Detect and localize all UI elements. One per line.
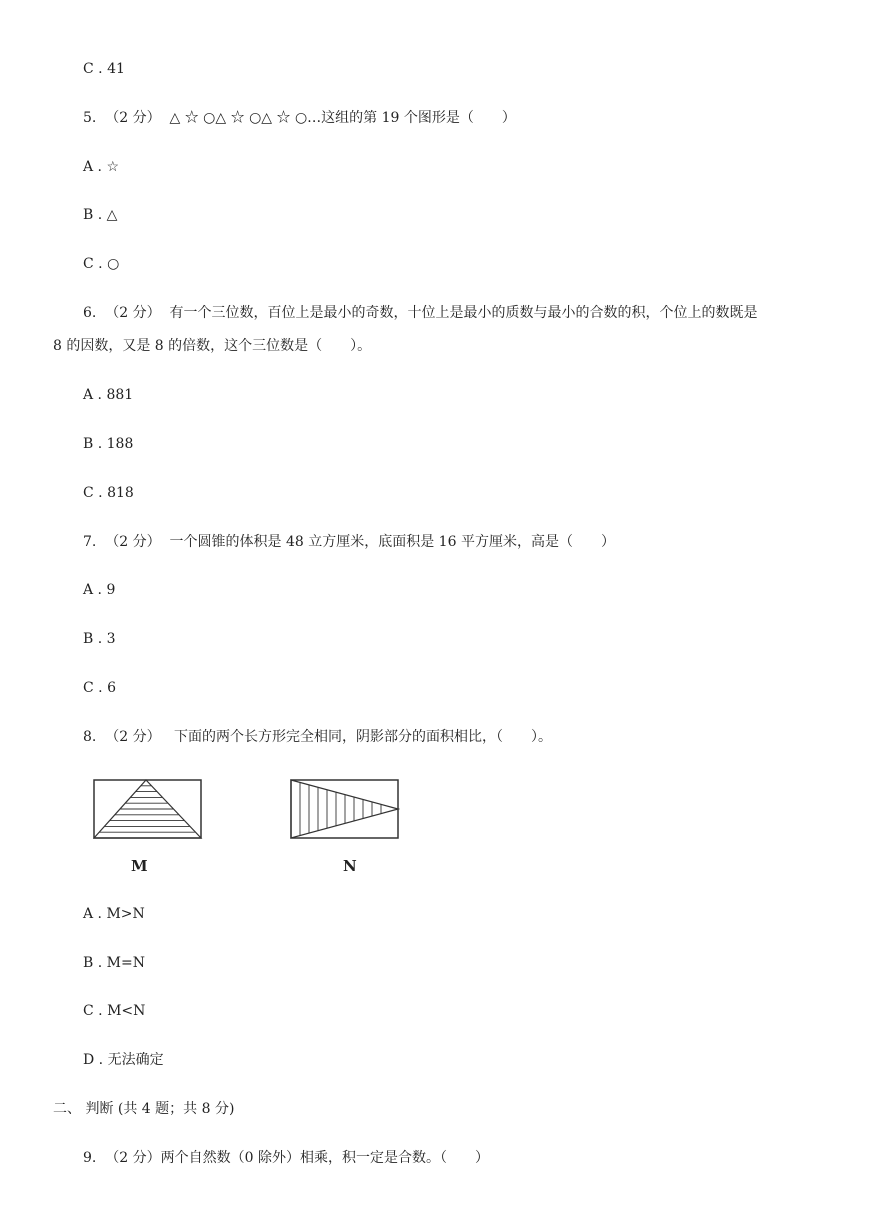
figure-m-rectangle (93, 779, 203, 840)
question-8: 8. （2 分） 下面的两个长方形完全相同，阴影部分的面积相比，（ ）。 (83, 729, 552, 745)
option-a-q6: A . 881 (83, 387, 134, 403)
option-b-q8: B . M=N (83, 955, 145, 971)
figure-n-label: N (343, 857, 357, 875)
option-a-q8: A . M>N (83, 906, 145, 922)
figure-m-label: M (131, 857, 148, 875)
option-c-q6: C . 818 (83, 485, 134, 501)
option-d-q8: D . 无法确定 (83, 1052, 164, 1068)
option-b-q5: B . △ (83, 207, 118, 223)
option-b-q6: B . 188 (83, 436, 134, 452)
option-c-q8: C . M<N (83, 1003, 146, 1019)
question-6-line2: 8 的因数，又是 8 的倍数，这个三位数是（ ）。 (53, 338, 372, 354)
question-9: 9. （2 分）两个自然数（0 除外）相乘，积一定是合数。（ ） (83, 1150, 489, 1166)
figure-n-rectangle (290, 779, 400, 840)
question-7: 7. （2 分） 一个圆锥的体积是 48 立方厘米，底面积是 16 平方厘米，高是（ ） (83, 534, 615, 550)
option-a-q5: A . ☆ (83, 159, 120, 175)
option-b-q7: B . 3 (83, 631, 116, 647)
question-5: 5. （2 分） △ ☆ ○△ ☆ ○△ ☆ ○…这组的第 19 个图形是（ ） (83, 110, 516, 126)
question-6-line1: 6. （2 分） 有一个三位数，百位上是最小的奇数，十位上是最小的质数与最小的合数的积，个位上的数既是 (83, 305, 758, 321)
option-a-q7: A . 9 (83, 582, 116, 598)
option-c-q4: C . 41 (83, 61, 125, 77)
option-c-q5: C . ○ (83, 256, 120, 272)
option-c-q7: C . 6 (83, 680, 116, 696)
section-2-heading: 二、 判断 (共 4 题；共 8 分) (53, 1101, 235, 1117)
